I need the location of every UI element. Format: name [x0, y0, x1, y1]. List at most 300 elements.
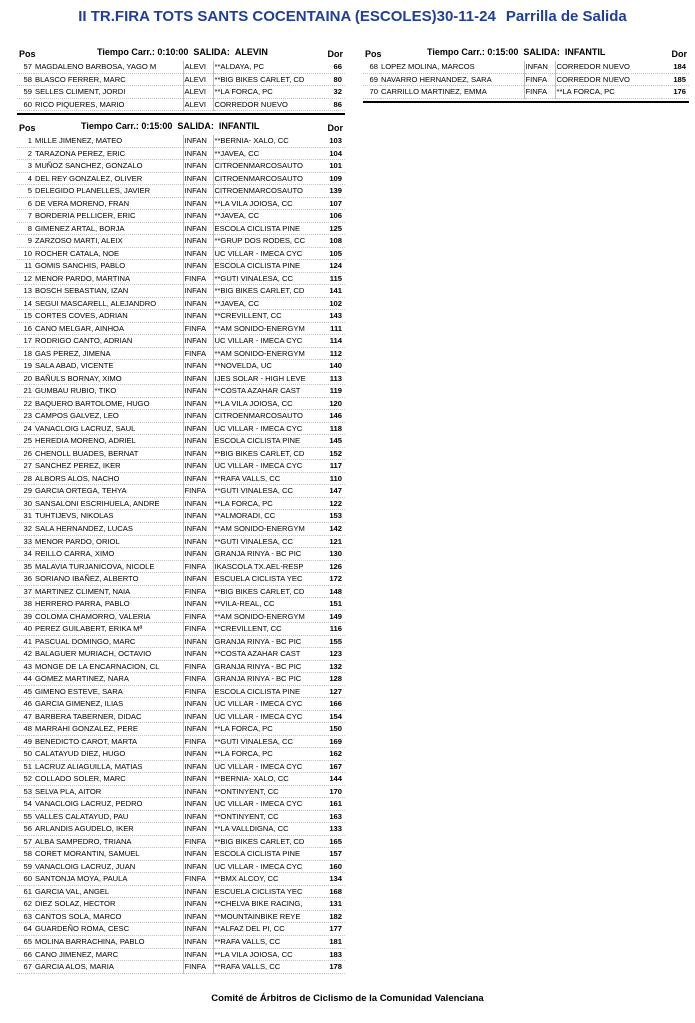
club-cell: **COSTA AZAHAR CAST [213, 648, 320, 661]
rider-name-cell: ROCHER CATALA, NOE [34, 247, 183, 260]
club-cell: **CREVILLENT, CC [213, 310, 320, 323]
table-row [17, 472, 345, 485]
bib-number-cell: 157 [320, 848, 345, 861]
rider-name-cell: SALA ABAD, VICENTE [34, 360, 183, 373]
bib-number-cell: 133 [320, 823, 345, 836]
bib-number-cell: 155 [320, 635, 345, 648]
rider-name-cell: RODRIGO CANTO, ADRIAN [34, 335, 183, 348]
rider-name-cell: GUMBAU RUBIO, TIKO [34, 385, 183, 398]
table-row [17, 197, 345, 210]
club-cell: **JAVEA, CC [213, 147, 320, 160]
club-cell: ESCOLA CICLISTA PINE [213, 222, 320, 235]
position-cell: 34 [17, 548, 34, 561]
position-cell: 20 [17, 372, 34, 385]
position-cell: 17 [17, 335, 34, 348]
club-cell: **ALDAYA, PC [213, 61, 320, 73]
category-cell: INFAN [183, 760, 213, 773]
position-cell: 37 [17, 585, 34, 598]
position-cell: 21 [17, 385, 34, 398]
bib-number-cell: 166 [320, 698, 345, 711]
bib-number-cell: 119 [320, 385, 345, 398]
category-cell: INFAN [183, 297, 213, 310]
rider-name-cell: PASCUAL DOMINGO, MARC [34, 635, 183, 648]
rider-name-cell: BENEDICTO CAROT, MARTA [34, 735, 183, 748]
category-cell: FINFA [183, 660, 213, 673]
rider-name-cell: SALA HERNANDEZ, LUCAS [34, 522, 183, 535]
position-cell: 48 [17, 723, 34, 736]
table-row [17, 948, 345, 961]
table-row [17, 272, 345, 285]
block-header [17, 121, 345, 135]
bib-number-cell: 103 [320, 135, 345, 147]
category-cell: INFAN [183, 573, 213, 586]
bib-number-cell: 143 [320, 310, 345, 323]
position-cell: 58 [17, 73, 34, 86]
table-row [17, 573, 345, 586]
bib-number-cell: 148 [320, 585, 345, 598]
table-row [17, 147, 345, 160]
rider-name-cell: BALAGUER MURIACH, OCTAVIO [34, 648, 183, 661]
table-row [17, 548, 345, 561]
club-cell: **GUTI VINALESA, CC [213, 485, 320, 498]
position-cell: 67 [17, 961, 34, 974]
club-cell: **LA VILA JOIOSA, CC [213, 197, 320, 210]
rider-name-cell: CANTOS SOLA, MARCO [34, 910, 183, 923]
bib-number-cell: 128 [320, 673, 345, 686]
position-cell: 60 [17, 98, 34, 111]
club-cell: CITROENMARCOSAUTO [213, 160, 320, 173]
category-cell: INFAN [183, 335, 213, 348]
category-cell: FINFA [183, 485, 213, 498]
rider-name-cell: DIEZ SOLAZ, HECTOR [34, 898, 183, 911]
table-row [17, 885, 345, 898]
position-cell: 53 [17, 785, 34, 798]
bib-number-cell: 117 [320, 460, 345, 473]
category-cell: FINFA [183, 873, 213, 886]
position-cell: 54 [17, 798, 34, 811]
category-cell: INFAN [183, 360, 213, 373]
race-time-header: Tiempo Carr.: 0:10:00 SALIDA: ALEVIN [97, 47, 268, 57]
category-cell: INFAN [183, 936, 213, 949]
bib-number-cell: 145 [320, 435, 345, 448]
bib-number-cell: 118 [320, 422, 345, 435]
block-rule [17, 113, 345, 115]
club-cell: ESCOLA CICLISTA PINE [213, 848, 320, 861]
position-cell: 51 [17, 760, 34, 773]
club-cell: **CREVILLENT, CC [213, 623, 320, 636]
rider-name-cell: SORIANO IBAÑEZ, ALBERTO [34, 573, 183, 586]
category-cell: FINFA [183, 623, 213, 636]
bib-number-cell: 125 [320, 222, 345, 235]
rider-name-cell: MILLE JIMENEZ, MATEO [34, 135, 183, 147]
bib-number-cell: 178 [320, 961, 345, 974]
bib-number-cell: 105 [320, 247, 345, 260]
position-cell: 8 [17, 222, 34, 235]
rider-name-cell: GIMENEZ ARTAL, BORJA [34, 222, 183, 235]
rider-name-cell: CAMPOS GALVEZ, LEO [34, 410, 183, 423]
rider-name-cell: BORDERIA PELLICER, ERIC [34, 210, 183, 223]
table-row [17, 610, 345, 623]
category-cell: INFAN [183, 548, 213, 561]
position-cell: 43 [17, 660, 34, 673]
club-cell: **MOUNTAINBIKE REYE [213, 910, 320, 923]
bib-number-cell: 163 [320, 810, 345, 823]
bib-number-cell: 184 [662, 61, 689, 73]
category-cell: INFAN [183, 698, 213, 711]
rider-name-cell: CALATAYUD DIEZ, HUGO [34, 748, 183, 761]
rider-name-cell: SELVA PLA, AITOR [34, 785, 183, 798]
table-row [17, 673, 345, 686]
rider-name-cell: MONGE DE LA ENCARNACION, CL [34, 660, 183, 673]
table-row [17, 623, 345, 636]
position-cell: 16 [17, 322, 34, 335]
table-row [17, 685, 345, 698]
category-cell: INFAN [183, 235, 213, 248]
category-cell: INFAN [183, 172, 213, 185]
table-row [17, 86, 345, 99]
table-row [17, 535, 345, 548]
position-cell: 57 [17, 61, 34, 73]
position-cell: 7 [17, 210, 34, 223]
club-cell: **AM SONIDO-ENERGYM [213, 522, 320, 535]
rider-name-cell: REILLO CARRA, XIMO [34, 548, 183, 561]
bib-number-cell: 160 [320, 860, 345, 873]
table-row [17, 910, 345, 923]
rider-name-cell: SANCHEZ PEREZ, IKER [34, 460, 183, 473]
position-cell: 18 [17, 347, 34, 360]
bib-number-cell: 102 [320, 297, 345, 310]
bib-number-cell: 132 [320, 660, 345, 673]
category-cell: INFAN [183, 435, 213, 448]
table-row [17, 648, 345, 661]
club-cell: UC VILLAR - IMECA CYC [213, 698, 320, 711]
bib-number-cell: 141 [320, 285, 345, 298]
club-cell: UC VILLAR - IMECA CYC [213, 710, 320, 723]
category-cell: ALEVI [183, 98, 213, 111]
bib-number-cell: 176 [662, 86, 689, 99]
club-cell: **GUTI VINALESA, CC [213, 535, 320, 548]
bib-number-cell: 150 [320, 723, 345, 736]
rider-name-cell: ZARZOSO MARTI, ALEIX [34, 235, 183, 248]
participants-table [17, 135, 345, 974]
category-cell: FINFA [183, 673, 213, 686]
position-cell: 40 [17, 623, 34, 636]
club-cell: **ONTINYENT, CC [213, 810, 320, 823]
position-cell: 25 [17, 435, 34, 448]
position-cell: 63 [17, 910, 34, 923]
category-cell: INFAN [183, 372, 213, 385]
category-cell: INFAN [183, 948, 213, 961]
table-row [17, 347, 345, 360]
club-cell: ESCUELA CICLISTA YEC [213, 885, 320, 898]
category-cell: INFAN [183, 723, 213, 736]
club-cell: **LA FORCA, PC [213, 748, 320, 761]
position-cell: 32 [17, 522, 34, 535]
bib-number-cell: 120 [320, 397, 345, 410]
table-row [17, 848, 345, 861]
position-cell: 15 [17, 310, 34, 323]
table-row [17, 297, 345, 310]
club-cell: **CHELVA BIKE RACING, [213, 898, 320, 911]
position-cell: 69 [363, 73, 380, 86]
block-header [363, 47, 689, 61]
position-cell: 50 [17, 748, 34, 761]
table-row [17, 210, 345, 223]
dorsal-header: Dor [327, 123, 343, 133]
page-title [0, 8, 695, 25]
club-cell: CITROENMARCOSAUTO [213, 410, 320, 423]
position-cell: 35 [17, 560, 34, 573]
club-cell: ESCOLA CICLISTA PINE [213, 685, 320, 698]
club-cell: **VILA-REAL, CC [213, 598, 320, 611]
club-cell: **COSTA AZAHAR CAST [213, 385, 320, 398]
position-cell: 30 [17, 497, 34, 510]
bib-number-cell: 116 [320, 623, 345, 636]
position-cell: 24 [17, 422, 34, 435]
bib-number-cell: 167 [320, 760, 345, 773]
rider-name-cell: BARBERA TABERNER, DIDAC [34, 710, 183, 723]
table-row [17, 422, 345, 435]
category-cell: INFAN [183, 910, 213, 923]
club-cell: UC VILLAR - IMECA CYC [213, 422, 320, 435]
table-row [17, 522, 345, 535]
bib-number-cell: 109 [320, 172, 345, 185]
position-cell: 56 [17, 823, 34, 836]
table-row [17, 873, 345, 886]
position-cell: 39 [17, 610, 34, 623]
position-cell: 41 [17, 635, 34, 648]
table-row [17, 73, 345, 86]
club-cell: **GUTI VINALESA, CC [213, 272, 320, 285]
club-cell: **BIG BIKES CARLET, CD [213, 285, 320, 298]
club-cell: UC VILLAR - IMECA CYC [213, 798, 320, 811]
category-cell: INFAN [524, 61, 555, 73]
category-cell: INFAN [183, 472, 213, 485]
bib-number-cell: 182 [320, 910, 345, 923]
document-subtitle: Parrilla de Salida [505, 8, 627, 25]
table-row [17, 485, 345, 498]
category-cell: FINFA [183, 961, 213, 974]
position-cell: 68 [363, 61, 380, 73]
position-cell: 60 [17, 873, 34, 886]
rider-name-cell: MOLINA BARRACHINA, PABLO [34, 936, 183, 949]
position-cell: 46 [17, 698, 34, 711]
category-cell: INFAN [183, 785, 213, 798]
position-cell: 58 [17, 848, 34, 861]
table-row [17, 798, 345, 811]
position-cell: 52 [17, 773, 34, 786]
category-cell: INFAN [183, 160, 213, 173]
club-cell: **RAFA VALLS, CC [213, 961, 320, 974]
alevin-start-grid [17, 47, 345, 115]
rider-name-cell: COLOMA CHAMORRO, VALERIA [34, 610, 183, 623]
dorsal-header: Dor [671, 49, 687, 59]
table-row [17, 660, 345, 673]
bib-number-cell: 165 [320, 835, 345, 848]
table-row [17, 260, 345, 273]
race-time-header: Tiempo Carr.: 0:15:00 SALIDA: INFANTIL [427, 47, 606, 57]
bib-number-cell: 108 [320, 235, 345, 248]
category-cell: INFAN [183, 422, 213, 435]
bib-number-cell: 144 [320, 773, 345, 786]
rider-name-cell: VANACLOIG LACRUZ, SAUL [34, 422, 183, 435]
club-cell: **RAFA VALLS, CC [213, 936, 320, 949]
table-row [17, 835, 345, 848]
club-cell: **LA VILA JOIOSA, CC [213, 948, 320, 961]
bib-number-cell: 104 [320, 147, 345, 160]
club-cell: CITROENMARCOSAUTO [213, 172, 320, 185]
club-cell: UC VILLAR - IMECA CYC [213, 247, 320, 260]
table-row [17, 61, 345, 73]
position-cell: 23 [17, 410, 34, 423]
category-cell: INFAN [183, 748, 213, 761]
event-title: II TR.FIRA TOTS SANTS COCENTAINA (ESCOLES)30-11-24 [78, 8, 496, 25]
table-row [17, 135, 345, 147]
club-cell: **BIG BIKES CARLET, CD [213, 447, 320, 460]
table-row [17, 285, 345, 298]
position-cell: 13 [17, 285, 34, 298]
category-cell: FINFA [183, 685, 213, 698]
footer-committee: Comité de Árbitros de Ciclismo de la Comunidad Valenciana [211, 993, 484, 1004]
club-cell: **AM SONIDO-ENERGYM [213, 347, 320, 360]
table-row [17, 510, 345, 523]
rider-name-cell: SELLES CLIMENT, JORDI [34, 86, 183, 99]
club-cell: GRANJA RINYA - BC PIC [213, 635, 320, 648]
table-row [17, 748, 345, 761]
table-row [17, 360, 345, 373]
participants-table [363, 61, 689, 99]
table-row [17, 247, 345, 260]
table-row [17, 760, 345, 773]
position-cell: 70 [363, 86, 380, 99]
club-cell: **BIG BIKES CARLET, CD [213, 73, 320, 86]
table-row [17, 372, 345, 385]
club-cell: **AM SONIDO-ENERGYM [213, 322, 320, 335]
rider-name-cell: GIMENO ESTEVE, SARA [34, 685, 183, 698]
table-row [17, 447, 345, 460]
club-cell: **JAVEA, CC [213, 210, 320, 223]
rider-name-cell: TARAZONA PEREZ, ERIC [34, 147, 183, 160]
rider-name-cell: VALLES CALATAYUD, PAU [34, 810, 183, 823]
club-cell: **BMX ALCOY, CC [213, 873, 320, 886]
category-cell: FINFA [183, 610, 213, 623]
position-cell: 45 [17, 685, 34, 698]
club-cell: ESCOLA CICLISTA PINE [213, 435, 320, 448]
bib-number-cell: 177 [320, 923, 345, 936]
category-cell: INFAN [183, 197, 213, 210]
position-cell: 62 [17, 898, 34, 911]
bib-number-cell: 115 [320, 272, 345, 285]
position-cell: 9 [17, 235, 34, 248]
club-cell: **LA FORCA, PC [213, 497, 320, 510]
category-cell: INFAN [183, 260, 213, 273]
rider-name-cell: VANACLOIG LACRUZ, PEDRO [34, 798, 183, 811]
rider-name-cell: DEL REY GONZALEZ, OLIVER [34, 172, 183, 185]
category-cell: INFAN [183, 848, 213, 861]
category-cell: INFAN [183, 397, 213, 410]
table-row [17, 460, 345, 473]
category-cell: INFAN [183, 798, 213, 811]
table-row [17, 710, 345, 723]
position-cell: 3 [17, 160, 34, 173]
table-row [17, 785, 345, 798]
rider-name-cell: GARCIA ALOS, MARIA [34, 961, 183, 974]
position-cell: 26 [17, 447, 34, 460]
rider-name-cell: VANACLOIG LACRUZ, JUAN [34, 860, 183, 873]
bib-number-cell: 106 [320, 210, 345, 223]
position-cell: 31 [17, 510, 34, 523]
position-cell: 38 [17, 598, 34, 611]
participants-table [17, 61, 345, 111]
club-cell: GRANJA RINYA - BC PIC [213, 660, 320, 673]
position-cell: 11 [17, 260, 34, 273]
position-cell: 64 [17, 923, 34, 936]
category-cell: FINFA [183, 735, 213, 748]
bib-number-cell: 162 [320, 748, 345, 761]
bib-number-cell: 134 [320, 873, 345, 886]
category-cell: FINFA [183, 347, 213, 360]
position-cell: 12 [17, 272, 34, 285]
rider-name-cell: MARTINEZ CLIMENT, NAIA [34, 585, 183, 598]
club-cell: **LA FORCA, PC [213, 723, 320, 736]
category-cell: INFAN [183, 447, 213, 460]
rider-name-cell: MENOR PARDO, ORIOL [34, 535, 183, 548]
table-row [17, 560, 345, 573]
rider-name-cell: GUARDEÑO ROMA, CESC [34, 923, 183, 936]
rider-name-cell: HERRERO PARRA, PABLO [34, 598, 183, 611]
bib-number-cell: 181 [320, 936, 345, 949]
table-row [17, 385, 345, 398]
category-cell: INFAN [183, 823, 213, 836]
rider-name-cell: MAGDALENO BARBOSA, YAGO M [34, 61, 183, 73]
position-cell: 47 [17, 710, 34, 723]
rider-name-cell: TUHTIJEVS, NIKOLAS [34, 510, 183, 523]
dorsal-header: Dor [327, 49, 343, 59]
club-cell: **AM SONIDO-ENERGYM [213, 610, 320, 623]
position-cell: 59 [17, 860, 34, 873]
bib-number-cell: 168 [320, 885, 345, 898]
table-row [17, 160, 345, 173]
bib-number-cell: 126 [320, 560, 345, 573]
category-cell: ALEVI [183, 86, 213, 99]
club-cell: **LA FORCA, PC [213, 86, 320, 99]
category-cell: INFAN [183, 710, 213, 723]
club-cell: CORREDOR NUEVO [555, 61, 662, 73]
club-cell: **BERNIA- XALO, CC [213, 773, 320, 786]
club-cell: UC VILLAR - IMECA CYC [213, 335, 320, 348]
club-cell: **BIG BIKES CARLET, CD [213, 835, 320, 848]
club-cell: **GRUP DOS RODES, CC [213, 235, 320, 248]
club-cell: **LA VILA JOIOSA, CC [213, 397, 320, 410]
category-cell: INFAN [183, 535, 213, 548]
table-row [17, 823, 345, 836]
category-cell: INFAN [183, 385, 213, 398]
club-cell: **RAFA VALLS, CC [213, 472, 320, 485]
bib-number-cell: 154 [320, 710, 345, 723]
bib-number-cell: 161 [320, 798, 345, 811]
block-rule [363, 101, 689, 103]
position-cell: 28 [17, 472, 34, 485]
rider-name-cell: GARCIA VAL, ANGEL [34, 885, 183, 898]
rider-name-cell: SEGUI MASCARELL, ALEJANDRO [34, 297, 183, 310]
pos-header: Pos [19, 123, 36, 133]
table-row [363, 86, 689, 99]
table-row [17, 923, 345, 936]
category-cell: INFAN [183, 410, 213, 423]
table-row [17, 335, 345, 348]
rider-name-cell: COLLADO SOLER, MARC [34, 773, 183, 786]
table-row [17, 898, 345, 911]
